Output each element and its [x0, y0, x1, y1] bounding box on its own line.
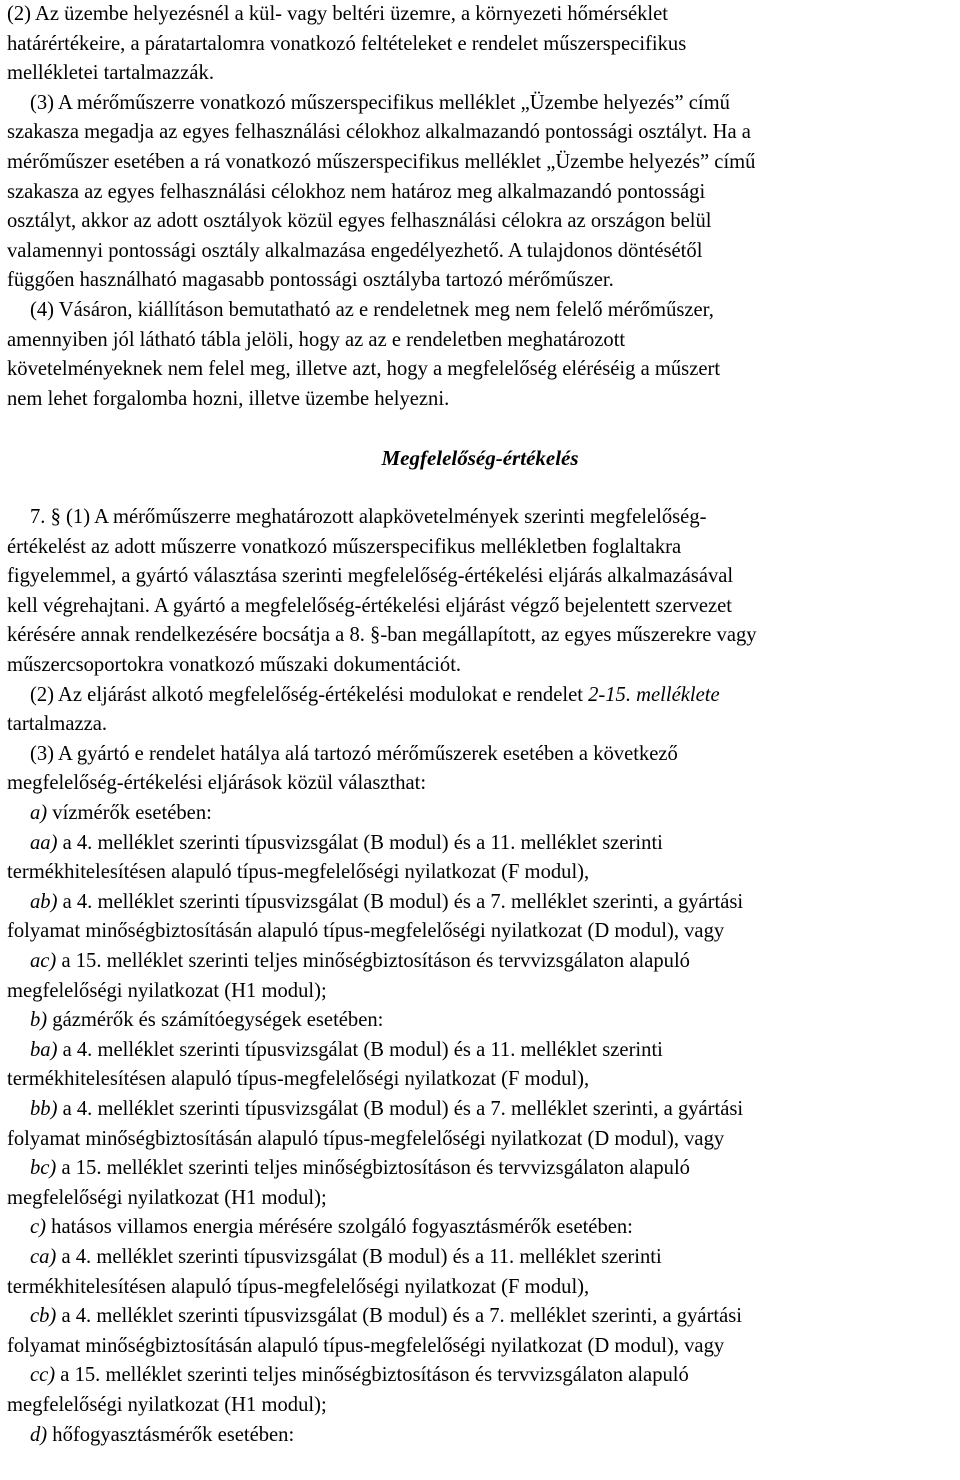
group-label: hatásos villamos energia mérésére szolgáló fogyasztásmérők esetében:	[46, 1216, 633, 1239]
text-line: határértékeire, a páratartalomra vonatkozó feltételeket e rendelet műszerspecifikus	[7, 32, 687, 55]
group-title	[7, 1006, 953, 1036]
list-item	[7, 1361, 953, 1391]
item-text: a 4. melléklet szerinti típusvizsgálat (B modul) és a 11. melléklet szerinti	[56, 1245, 662, 1268]
item-text: a 4. melléklet szerinti típusvizsgálat (B modul) és a 7. melléklet szerinti, a gyártási	[57, 890, 744, 913]
item-mark: aa)	[30, 831, 58, 854]
item-mark: bc)	[30, 1157, 57, 1180]
text-line: függően használható magasabb pontossági osztályba tartozó mérőműszer.	[7, 269, 614, 292]
list-item-continuation: termékhitelesítésen alapuló típus-megfelelőségi nyilatkozat (F modul),	[7, 1068, 590, 1091]
text-line: mérőműszer esetében a rá vonatkozó műszerspecifikus melléklet „Üzembe helyezés” című	[7, 150, 756, 173]
list-group	[7, 1006, 953, 1213]
group-mark: c)	[30, 1216, 46, 1239]
item-mark: cc)	[30, 1364, 56, 1387]
spacer	[7, 474, 953, 504]
item-text: a 15. melléklet szerinti teljes minőségbiztosításon és tervvizsgálaton alapuló	[56, 950, 690, 972]
list-item-continuation: termékhitelesítésen alapuló típus-megfelelőségi nyilatkozat (F modul),	[7, 1275, 590, 1298]
list-item-continuation: megfelelőségi nyilatkozat (H1 modul);	[7, 979, 327, 1002]
list-item-continuation: folyamat minőségbiztosításán alapuló típus-megfelelőségi nyilatkozat (D modul), vagy	[7, 920, 725, 943]
group-label: vízmérők esetében:	[47, 802, 212, 825]
text-line: kell végrehajtani. A gyártó a megfelelőség-értékelési eljárást végző bejelentett szervezet	[7, 594, 733, 617]
text-line: osztályt, akkor az adott osztályok közül egyes felhasználási célokra az országon belül	[7, 210, 712, 233]
list-item-continuation: megfelelőségi nyilatkozat (H1 modul);	[7, 1393, 327, 1416]
item-text: a 4. melléklet szerinti típusvizsgálat (B modul) és a 11. melléklet szerinti	[57, 831, 663, 854]
text-line: megfelelőség-értékelési eljárások közül választhat:	[7, 772, 427, 795]
text-line: tartalmazza.	[7, 713, 108, 736]
text-line: mellékletei tartalmazzák.	[7, 62, 214, 85]
group-title	[7, 1213, 953, 1243]
group-mark: d)	[30, 1423, 48, 1446]
item-mark: ab)	[30, 890, 58, 913]
list-item	[7, 829, 953, 859]
item-mark: cb)	[30, 1305, 57, 1328]
group-label: gázmérők és számítóegységek esetében:	[47, 1009, 384, 1032]
list-item	[7, 888, 953, 918]
text-line: 7. § (1) A mérőműszerre meghatározott alapkövetelmények szerinti megfelelőség-	[30, 506, 707, 529]
section-7-paragraph-1	[7, 503, 953, 681]
section-7-paragraph-2	[7, 681, 953, 740]
paragraph-2	[7, 0, 953, 89]
list-item-continuation: folyamat minőségbiztosításán alapuló típus-megfelelőségi nyilatkozat (D modul), vagy	[7, 1127, 725, 1150]
section-heading: Megfelelőség-értékelés	[381, 445, 579, 470]
text-line: (4) Vásáron, kiállításon bemutatható az e rendeletnek meg nem felelő mérőműszer,	[30, 298, 714, 321]
text-line: (3) A gyártó e rendelet hatálya alá tartozó mérőműszerek esetében a következő	[30, 742, 678, 765]
text-line: amennyiben jól látható tábla jelöli, hogy az az e rendeletben meghatározott	[7, 328, 626, 351]
group-mark: b)	[30, 1009, 48, 1032]
group-title	[7, 1421, 953, 1451]
document-page	[7, 0, 953, 1450]
section-7-paragraph-3	[7, 740, 953, 799]
list-item	[7, 947, 953, 977]
text-line: szakasza megadja az egyes felhasználási célokhoz alkalmazandó pontossági osztályt. Ha a	[7, 121, 751, 144]
item-text: a 15. melléklet szerinti teljes minőségbiztosításon és tervvizsgálaton alapuló	[55, 1364, 689, 1387]
paragraph-4	[7, 296, 953, 414]
annex-reference: 2-15. melléklete	[588, 683, 720, 706]
paragraph-3	[7, 89, 953, 296]
item-mark: ca)	[30, 1245, 57, 1268]
list-group	[7, 1421, 953, 1451]
item-mark: bb)	[30, 1097, 58, 1120]
item-mark: ac)	[30, 950, 57, 972]
list-item-continuation: termékhitelesítésen alapuló típus-megfelelőségi nyilatkozat (F modul),	[7, 861, 590, 884]
spacer	[7, 414, 953, 444]
group-mark: a)	[30, 802, 48, 825]
list-item-continuation: folyamat minőségbiztosításán alapuló típus-megfelelőségi nyilatkozat (D modul), vagy	[7, 1334, 725, 1357]
group-title	[7, 799, 953, 829]
text-line: nem lehet forgalomba hozni, illetve üzembe helyezni.	[7, 387, 450, 410]
list-group	[7, 1213, 953, 1420]
list-item	[7, 1095, 953, 1125]
item-text: a 4. melléklet szerinti típusvizsgálat (B modul) és a 7. melléklet szerinti, a gyártási	[57, 1097, 744, 1120]
text-line: követelményeknek nem felel meg, illetve azt, hogy a megfelelőség eléréséig a műszert	[7, 358, 721, 381]
text-run: (2) Az eljárást alkotó megfelelőség-értékelési modulokat e rendelet	[30, 683, 589, 706]
list-item-continuation: megfelelőségi nyilatkozat (H1 modul);	[7, 1186, 327, 1209]
text-line	[7, 681, 953, 711]
text-line: figyelemmel, a gyártó választása szerinti megfelelőség-értékelési eljárás alkalmazásával	[7, 565, 734, 588]
text-line: szakasza az egyes felhasználási célokhoz nem határoz meg alkalmazandó pontossági	[7, 180, 706, 203]
group-label: hőfogyasztásmérők esetében:	[47, 1423, 295, 1446]
procedure-list	[7, 799, 953, 1450]
text-line: kérésére annak rendelkezésére bocsátja a 8. §-ban megállapított, az egyes műszerekre vagy	[7, 624, 757, 647]
item-text: a 15. melléklet szerinti teljes minőségbiztosításon és tervvizsgálaton alapuló	[56, 1157, 690, 1180]
list-item	[7, 1243, 953, 1273]
item-text: a 4. melléklet szerinti típusvizsgálat (B modul) és a 11. melléklet szerinti	[57, 1038, 663, 1061]
list-group	[7, 799, 953, 1006]
list-item	[7, 1302, 953, 1332]
text-line: értékelést az adott műszerre vonatkozó műszerspecifikus mellékletben foglaltakra	[7, 535, 682, 558]
list-item	[7, 1154, 953, 1184]
text-line: (2) Az üzembe helyezésnél a kül- vagy beltéri üzemre, a környezeti hőmérséklet	[7, 3, 668, 25]
item-mark: ba)	[30, 1038, 58, 1061]
text-line: valamennyi pontossági osztály alkalmazása engedélyezhető. A tulajdonos döntésétől	[7, 239, 703, 262]
item-text: a 4. melléklet szerinti típusvizsgálat (B modul) és a 7. melléklet szerinti, a gyártási	[56, 1305, 742, 1328]
list-item	[7, 1036, 953, 1066]
text-line: (3) A mérőműszerre vonatkozó műszerspecifikus melléklet „Üzembe helyezés” című	[30, 91, 730, 114]
text-line: műszercsoportokra vonatkozó műszaki dokumentációt.	[7, 654, 462, 677]
